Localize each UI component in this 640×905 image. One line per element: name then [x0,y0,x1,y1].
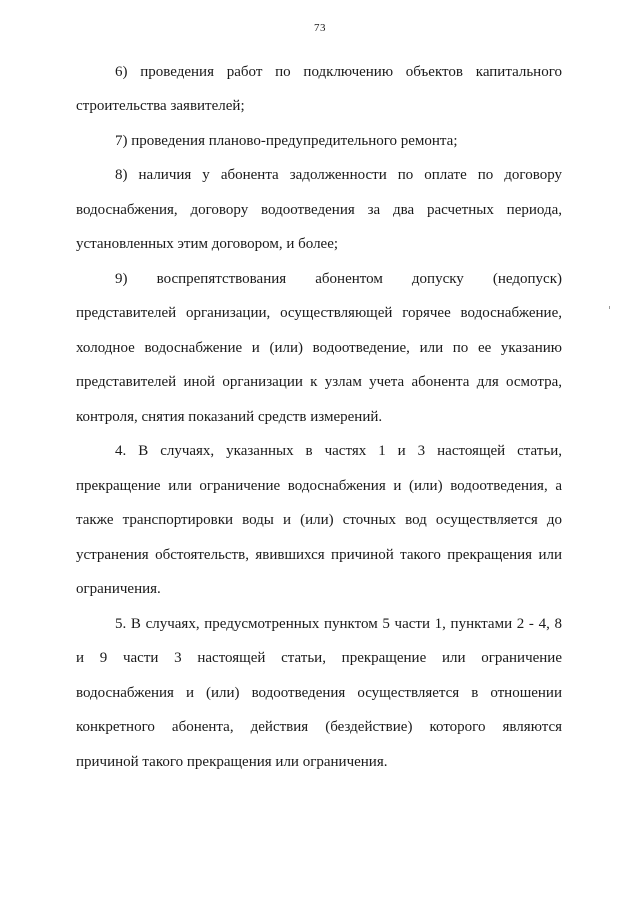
text-line: конкретного абонента, действия (бездействие) которого являются [76,719,562,735]
text-line: 4. В случаях, указанных в частях 1 и 3 настоящей статьи, [115,443,562,459]
text-line: прекращение или ограничение водоснабжения и (или) водоотведения, а [76,478,562,494]
text-line: 6) проведения работ по подключению объектов капитального [115,64,562,80]
text-line: также транспортировки воды и (или) сточных вод осуществляется до [76,512,562,528]
text-line: устранения обстоятельств, явившихся причиной такого прекращения или [76,547,562,563]
text-line: строительства заявителей; [76,98,245,114]
text-line: ограничения. [76,581,161,597]
text-line: представителей иной организации к узлам учета абонента для осмотра, [76,374,562,390]
text-line: водоснабжения и (или) водоотведения осуществляется в отношении [76,685,562,701]
text-line: 8) наличия у абонента задолженности по оплате по договору [115,167,562,183]
text-line: контроля, снятия показаний средств измерений. [76,409,383,425]
text-line: и 9 части 3 настоящей статьи, прекращение или ограничение [76,650,562,666]
text-line: причиной такого прекращения или ограничения. [76,754,388,770]
text-line: 5. В случаях, предусмотренных пунктом 5 части 1, пунктами 2 - 4, 8 [115,616,562,632]
page-number: 73 [314,22,326,34]
text-line: холодное водоснабжение и (или) водоотведение, или по ее указанию [76,340,562,356]
text-line: 7) проведения планово-предупредительного ремонта; [115,133,458,149]
text-line: водоснабжения, договору водоотведения за два расчетных периода, [76,202,562,218]
text-line: 9) воспрепятствования абонентом допуску (недопуск) [115,271,562,287]
scan-mark [609,306,610,309]
text-line: представителей организации, осуществляющей горячее водоснабжение, [76,305,562,321]
text-line: установленных этим договором, и более; [76,236,339,252]
